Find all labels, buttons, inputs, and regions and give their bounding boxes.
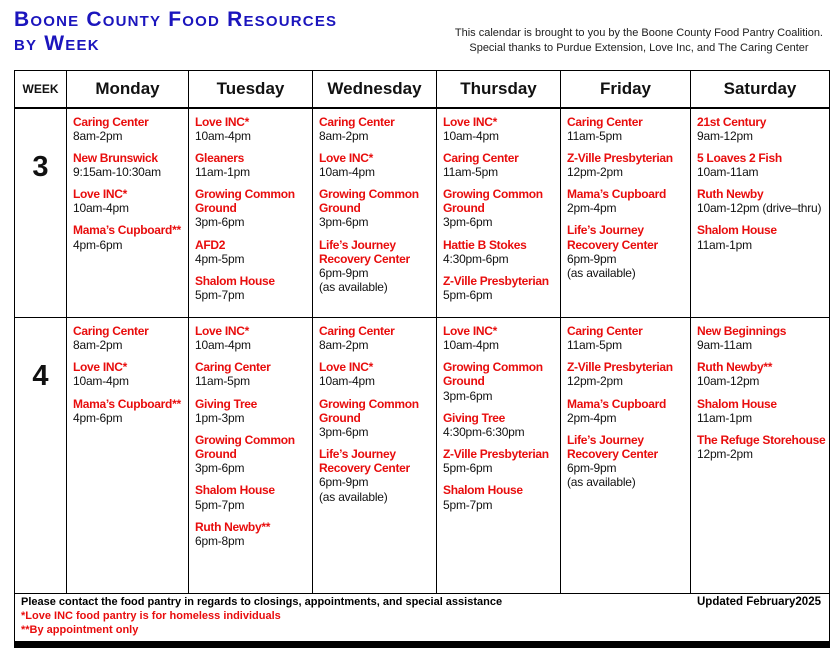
pantry-time: 11am-1pm bbox=[697, 410, 752, 425]
pantry-name: Z-Ville Presbyterian bbox=[567, 360, 673, 375]
week-4-monday-cell bbox=[67, 318, 189, 594]
pantry-time: 5pm-7pm bbox=[443, 497, 493, 512]
pantry-name: Love INC* bbox=[195, 324, 249, 338]
week-4-wednesday-cell bbox=[313, 318, 437, 594]
pantry-entry bbox=[195, 274, 310, 302]
pantry-entry bbox=[697, 324, 827, 352]
week-4-tuesday-cell bbox=[189, 318, 313, 594]
week-4-friday-cell bbox=[561, 318, 691, 594]
pantry-time: 9am-11am bbox=[697, 338, 752, 353]
footer-note-main: Please contact the food pantry in regards to closings, appointments, and special assistance bbox=[21, 596, 503, 608]
pantry-name: Growing Common Ground bbox=[195, 187, 295, 216]
calendar-body bbox=[15, 108, 830, 594]
pantry-entry bbox=[567, 360, 688, 388]
pantry-name: Hattie B Stokes bbox=[443, 237, 527, 252]
pantry-time: 2pm-4pm bbox=[567, 201, 617, 216]
pantry-name: Caring Center bbox=[195, 360, 271, 375]
week-number-3: 3 bbox=[15, 108, 67, 318]
pantry-entry bbox=[443, 115, 558, 143]
pantry-name: Mama’s Cupboard bbox=[567, 187, 667, 202]
pantry-name: The Refuge Storehouse bbox=[697, 432, 826, 447]
pantry-entry bbox=[567, 397, 688, 425]
pantry-time: 3pm-6pm bbox=[319, 424, 369, 439]
pantry-time: (as available) bbox=[567, 265, 636, 280]
pantry-time: 10am-4pm bbox=[73, 374, 129, 389]
pantry-name: Love INC* bbox=[443, 324, 497, 338]
pantry-entry bbox=[697, 397, 827, 425]
week-3-row bbox=[15, 108, 830, 318]
pantry-entry bbox=[319, 151, 434, 179]
pantry-name: Z-Ville Presbyterian bbox=[443, 447, 549, 462]
pantry-time: 6pm-9pm bbox=[319, 265, 369, 280]
week-column-header: WEEK bbox=[15, 71, 67, 108]
pantry-name: Mama’s Cupboard** bbox=[73, 396, 181, 411]
pantry-entry bbox=[195, 520, 310, 548]
pantry-name: Love INC* bbox=[443, 114, 497, 129]
pantry-name: Growing Common Ground bbox=[319, 396, 419, 425]
pantry-time: 4pm-6pm bbox=[73, 237, 123, 252]
pantry-time: (as available) bbox=[319, 489, 388, 504]
pantry-entry bbox=[443, 411, 558, 439]
pantry-time: 10am-4pm bbox=[195, 128, 251, 143]
pantry-entry bbox=[567, 187, 688, 215]
pantry-time: 11am-5pm bbox=[443, 164, 498, 179]
pantry-time: 9:15am-10:30am bbox=[73, 164, 161, 179]
pantry-name: Love INC* bbox=[73, 360, 127, 375]
pantry-entry bbox=[195, 115, 310, 143]
pantry-entry bbox=[73, 397, 186, 425]
pantry-name: Shalom House bbox=[195, 273, 275, 288]
pantry-entry bbox=[319, 324, 434, 352]
week-3-thursday-cell bbox=[437, 108, 561, 318]
pantry-entry bbox=[443, 324, 558, 352]
pantry-time: 10am-4pm bbox=[443, 128, 499, 143]
pantry-name: Z-Ville Presbyterian bbox=[567, 150, 673, 165]
pantry-entry bbox=[697, 187, 827, 215]
pantry-entry bbox=[319, 115, 434, 143]
pantry-name: Growing Common Ground bbox=[319, 187, 419, 216]
pantry-time: 6pm-8pm bbox=[195, 533, 245, 548]
pantry-entry bbox=[319, 360, 434, 388]
pantry-name: Love INC* bbox=[195, 114, 249, 129]
week-3-friday-cell bbox=[561, 108, 691, 318]
pantry-name: Z-Ville Presbyterian bbox=[443, 273, 549, 288]
pantry-entry bbox=[73, 223, 186, 251]
pantry-entry bbox=[697, 360, 827, 388]
pantry-name: Gleaners bbox=[195, 150, 244, 165]
pantry-time: 6pm-9pm bbox=[319, 475, 369, 490]
footer-note-asterisk1: *Love INC food pantry is for homeless individuals bbox=[21, 609, 281, 622]
pantry-entry bbox=[443, 238, 558, 266]
pantry-name: Ruth Newby** bbox=[195, 519, 271, 534]
pantry-entry bbox=[443, 274, 558, 302]
pantry-time: 10am-11am bbox=[697, 164, 759, 179]
pantry-entry bbox=[73, 115, 186, 143]
pantry-entry bbox=[73, 187, 186, 215]
pantry-name: Caring Center bbox=[567, 114, 643, 129]
pantry-time: 2pm-4pm bbox=[567, 410, 617, 425]
footer-note-asterisk2: **By appointment only bbox=[21, 623, 139, 636]
pantry-time: 11am-5pm bbox=[567, 128, 622, 143]
pantry-entry bbox=[697, 115, 827, 143]
pantry-name: Growing Common Ground bbox=[195, 432, 295, 462]
pantry-entry bbox=[567, 324, 688, 352]
pantry-time: 10am-4pm bbox=[73, 201, 129, 216]
pantry-name: Life’s Journey Recovery Center bbox=[567, 223, 658, 252]
pantry-name: Growing Common Ground bbox=[443, 360, 543, 389]
pantry-entry bbox=[319, 447, 434, 504]
pantry-name: Giving Tree bbox=[195, 396, 258, 411]
pantry-time: 11am-1pm bbox=[697, 237, 752, 252]
pantry-name: Caring Center bbox=[73, 114, 149, 129]
pantry-entry bbox=[195, 483, 310, 511]
pantry-entry bbox=[697, 223, 827, 251]
coalition-note-line1: This calendar is brought to you by the Boone County Food Pantry Coalition. bbox=[454, 27, 823, 39]
pantry-entry bbox=[73, 360, 186, 388]
pantry-name: Ruth Newby** bbox=[697, 360, 773, 375]
pantry-time: 8am-2pm bbox=[73, 128, 123, 143]
week-3-saturday-cell bbox=[691, 108, 830, 318]
pantry-time: 12pm-2pm bbox=[567, 374, 623, 389]
coalition-note-line2: Special thanks to Purdue Extension, Love Inc, and The Caring Center bbox=[469, 41, 809, 54]
footer-notes bbox=[21, 596, 502, 637]
pantry-entry bbox=[195, 433, 310, 475]
pantry-entry bbox=[697, 151, 827, 179]
pantry-entry bbox=[195, 397, 310, 425]
calendar-footer-cell bbox=[15, 594, 830, 645]
pantry-time: 10am-4pm bbox=[319, 164, 375, 179]
pantry-name: Caring Center bbox=[567, 324, 643, 338]
pantry-entry bbox=[73, 151, 186, 179]
calendar-header-row bbox=[15, 71, 830, 108]
page-header bbox=[0, 0, 839, 70]
pantry-time: 6pm-9pm bbox=[567, 461, 617, 476]
pantry-entry bbox=[319, 187, 434, 229]
day-header-friday: Friday bbox=[561, 71, 691, 108]
pantry-time: 3pm-6pm bbox=[443, 215, 493, 230]
page-title bbox=[14, 8, 337, 56]
pantry-entry bbox=[443, 187, 558, 229]
calendar-footer-row bbox=[15, 594, 830, 645]
day-header-thursday: Thursday bbox=[437, 71, 561, 108]
pantry-entry bbox=[443, 360, 558, 402]
pantry-time: 8am-2pm bbox=[319, 128, 369, 143]
week-3-wednesday-cell bbox=[313, 108, 437, 318]
pantry-time: 9am-12pm bbox=[697, 128, 753, 143]
updated-label: Updated February2025 bbox=[697, 596, 821, 608]
pantry-entry bbox=[195, 360, 310, 388]
pantry-time: 8am-2pm bbox=[73, 338, 123, 353]
pantry-entry bbox=[443, 447, 558, 475]
pantry-name: Love INC* bbox=[73, 187, 127, 202]
pantry-entry bbox=[319, 397, 434, 439]
pantry-time: 12pm-2pm bbox=[697, 447, 753, 462]
pantry-name: Mama’s Cupboard bbox=[567, 396, 667, 411]
pantry-name: Growing Common Ground bbox=[443, 187, 543, 216]
pantry-entry bbox=[567, 115, 688, 143]
pantry-time: 10am-4pm bbox=[319, 374, 375, 389]
pantry-time: 6pm-9pm bbox=[567, 251, 617, 266]
pantry-time: 10am-12pm (drive–thru) bbox=[697, 201, 822, 216]
pantry-name: 21st Century bbox=[697, 114, 767, 129]
day-header-wednesday: Wednesday bbox=[313, 71, 437, 108]
pantry-name: Caring Center bbox=[443, 150, 519, 165]
pantry-time: 3pm-6pm bbox=[195, 461, 245, 476]
pantry-time: 4:30pm-6pm bbox=[443, 251, 509, 266]
pantry-time: 12pm-2pm bbox=[567, 164, 623, 179]
day-header-saturday: Saturday bbox=[691, 71, 830, 108]
pantry-name: Caring Center bbox=[73, 324, 149, 338]
pantry-time: 3pm-6pm bbox=[443, 388, 493, 403]
pantry-entry bbox=[567, 433, 688, 490]
pantry-name: Shalom House bbox=[697, 223, 777, 238]
pantry-time: 3pm-6pm bbox=[195, 215, 245, 230]
pantry-time: 11am-5pm bbox=[195, 374, 250, 389]
pantry-name: Mama’s Cupboard** bbox=[73, 223, 181, 238]
pantry-time: 5pm-6pm bbox=[443, 461, 493, 476]
pantry-name: Shalom House bbox=[195, 483, 275, 498]
day-header-monday: Monday bbox=[67, 71, 189, 108]
pantry-entry bbox=[567, 151, 688, 179]
pantry-entry bbox=[195, 238, 310, 266]
pantry-time: 10am-4pm bbox=[443, 338, 499, 353]
pantry-name: Caring Center bbox=[319, 114, 395, 129]
pantry-entry bbox=[443, 151, 558, 179]
pantry-time: 4pm-6pm bbox=[73, 410, 123, 425]
week-4-saturday-cell bbox=[691, 318, 830, 594]
week-number-4: 4 bbox=[15, 318, 67, 594]
pantry-name: Love INC* bbox=[319, 150, 373, 165]
pantry-time: 10am-12pm bbox=[697, 374, 760, 389]
pantry-entry bbox=[443, 483, 558, 511]
pantry-entry bbox=[567, 223, 688, 280]
pantry-time: 11am-1pm bbox=[195, 164, 250, 179]
calendar-table bbox=[14, 70, 830, 648]
pantry-time: 3pm-6pm bbox=[319, 215, 369, 230]
pantry-time: 10am-4pm bbox=[195, 338, 251, 353]
pantry-time: (as available) bbox=[567, 475, 636, 490]
page-title-line2: by Week bbox=[14, 32, 100, 56]
pantry-name: New Brunswick bbox=[73, 150, 158, 165]
week-4-row bbox=[15, 318, 830, 594]
pantry-name: Life’s Journey Recovery Center bbox=[319, 237, 410, 266]
pantry-entry bbox=[319, 238, 434, 295]
pantry-time: 5pm-7pm bbox=[195, 497, 245, 512]
pantry-time: 5pm-6pm bbox=[443, 288, 493, 303]
pantry-time: 4pm-5pm bbox=[195, 251, 245, 266]
pantry-time: 1pm-3pm bbox=[195, 410, 245, 425]
pantry-time: 5pm-7pm bbox=[195, 288, 245, 303]
pantry-name: AFD2 bbox=[195, 237, 226, 252]
pantry-name: 5 Loaves 2 Fish bbox=[697, 150, 782, 165]
pantry-entry bbox=[195, 151, 310, 179]
pantry-name: Life’s Journey Recovery Center bbox=[319, 447, 410, 476]
week-3-monday-cell bbox=[67, 108, 189, 318]
pantry-name: Caring Center bbox=[319, 324, 395, 338]
pantry-name: Shalom House bbox=[443, 483, 523, 498]
pantry-entry bbox=[73, 324, 186, 352]
pantry-name: Love INC* bbox=[319, 360, 373, 375]
pantry-time: 11am-5pm bbox=[567, 338, 622, 353]
pantry-name: New Beginnings bbox=[697, 324, 787, 338]
pantry-entry bbox=[195, 187, 310, 229]
coalition-note bbox=[455, 8, 829, 56]
pantry-time: 4:30pm-6:30pm bbox=[443, 424, 525, 439]
pantry-name: Ruth Newby bbox=[697, 187, 764, 202]
pantry-entry bbox=[195, 324, 310, 352]
pantry-name: Life’s Journey Recovery Center bbox=[567, 432, 658, 462]
pantry-time: (as available) bbox=[319, 280, 388, 295]
pantry-name: Giving Tree bbox=[443, 410, 506, 425]
day-header-tuesday: Tuesday bbox=[189, 71, 313, 108]
pantry-name: Shalom House bbox=[697, 396, 777, 411]
page-title-line1: Boone County Food Resources bbox=[14, 8, 338, 31]
pantry-time: 8am-2pm bbox=[319, 338, 369, 353]
pantry-entry bbox=[697, 433, 827, 461]
week-3-tuesday-cell bbox=[189, 108, 313, 318]
week-4-thursday-cell bbox=[437, 318, 561, 594]
